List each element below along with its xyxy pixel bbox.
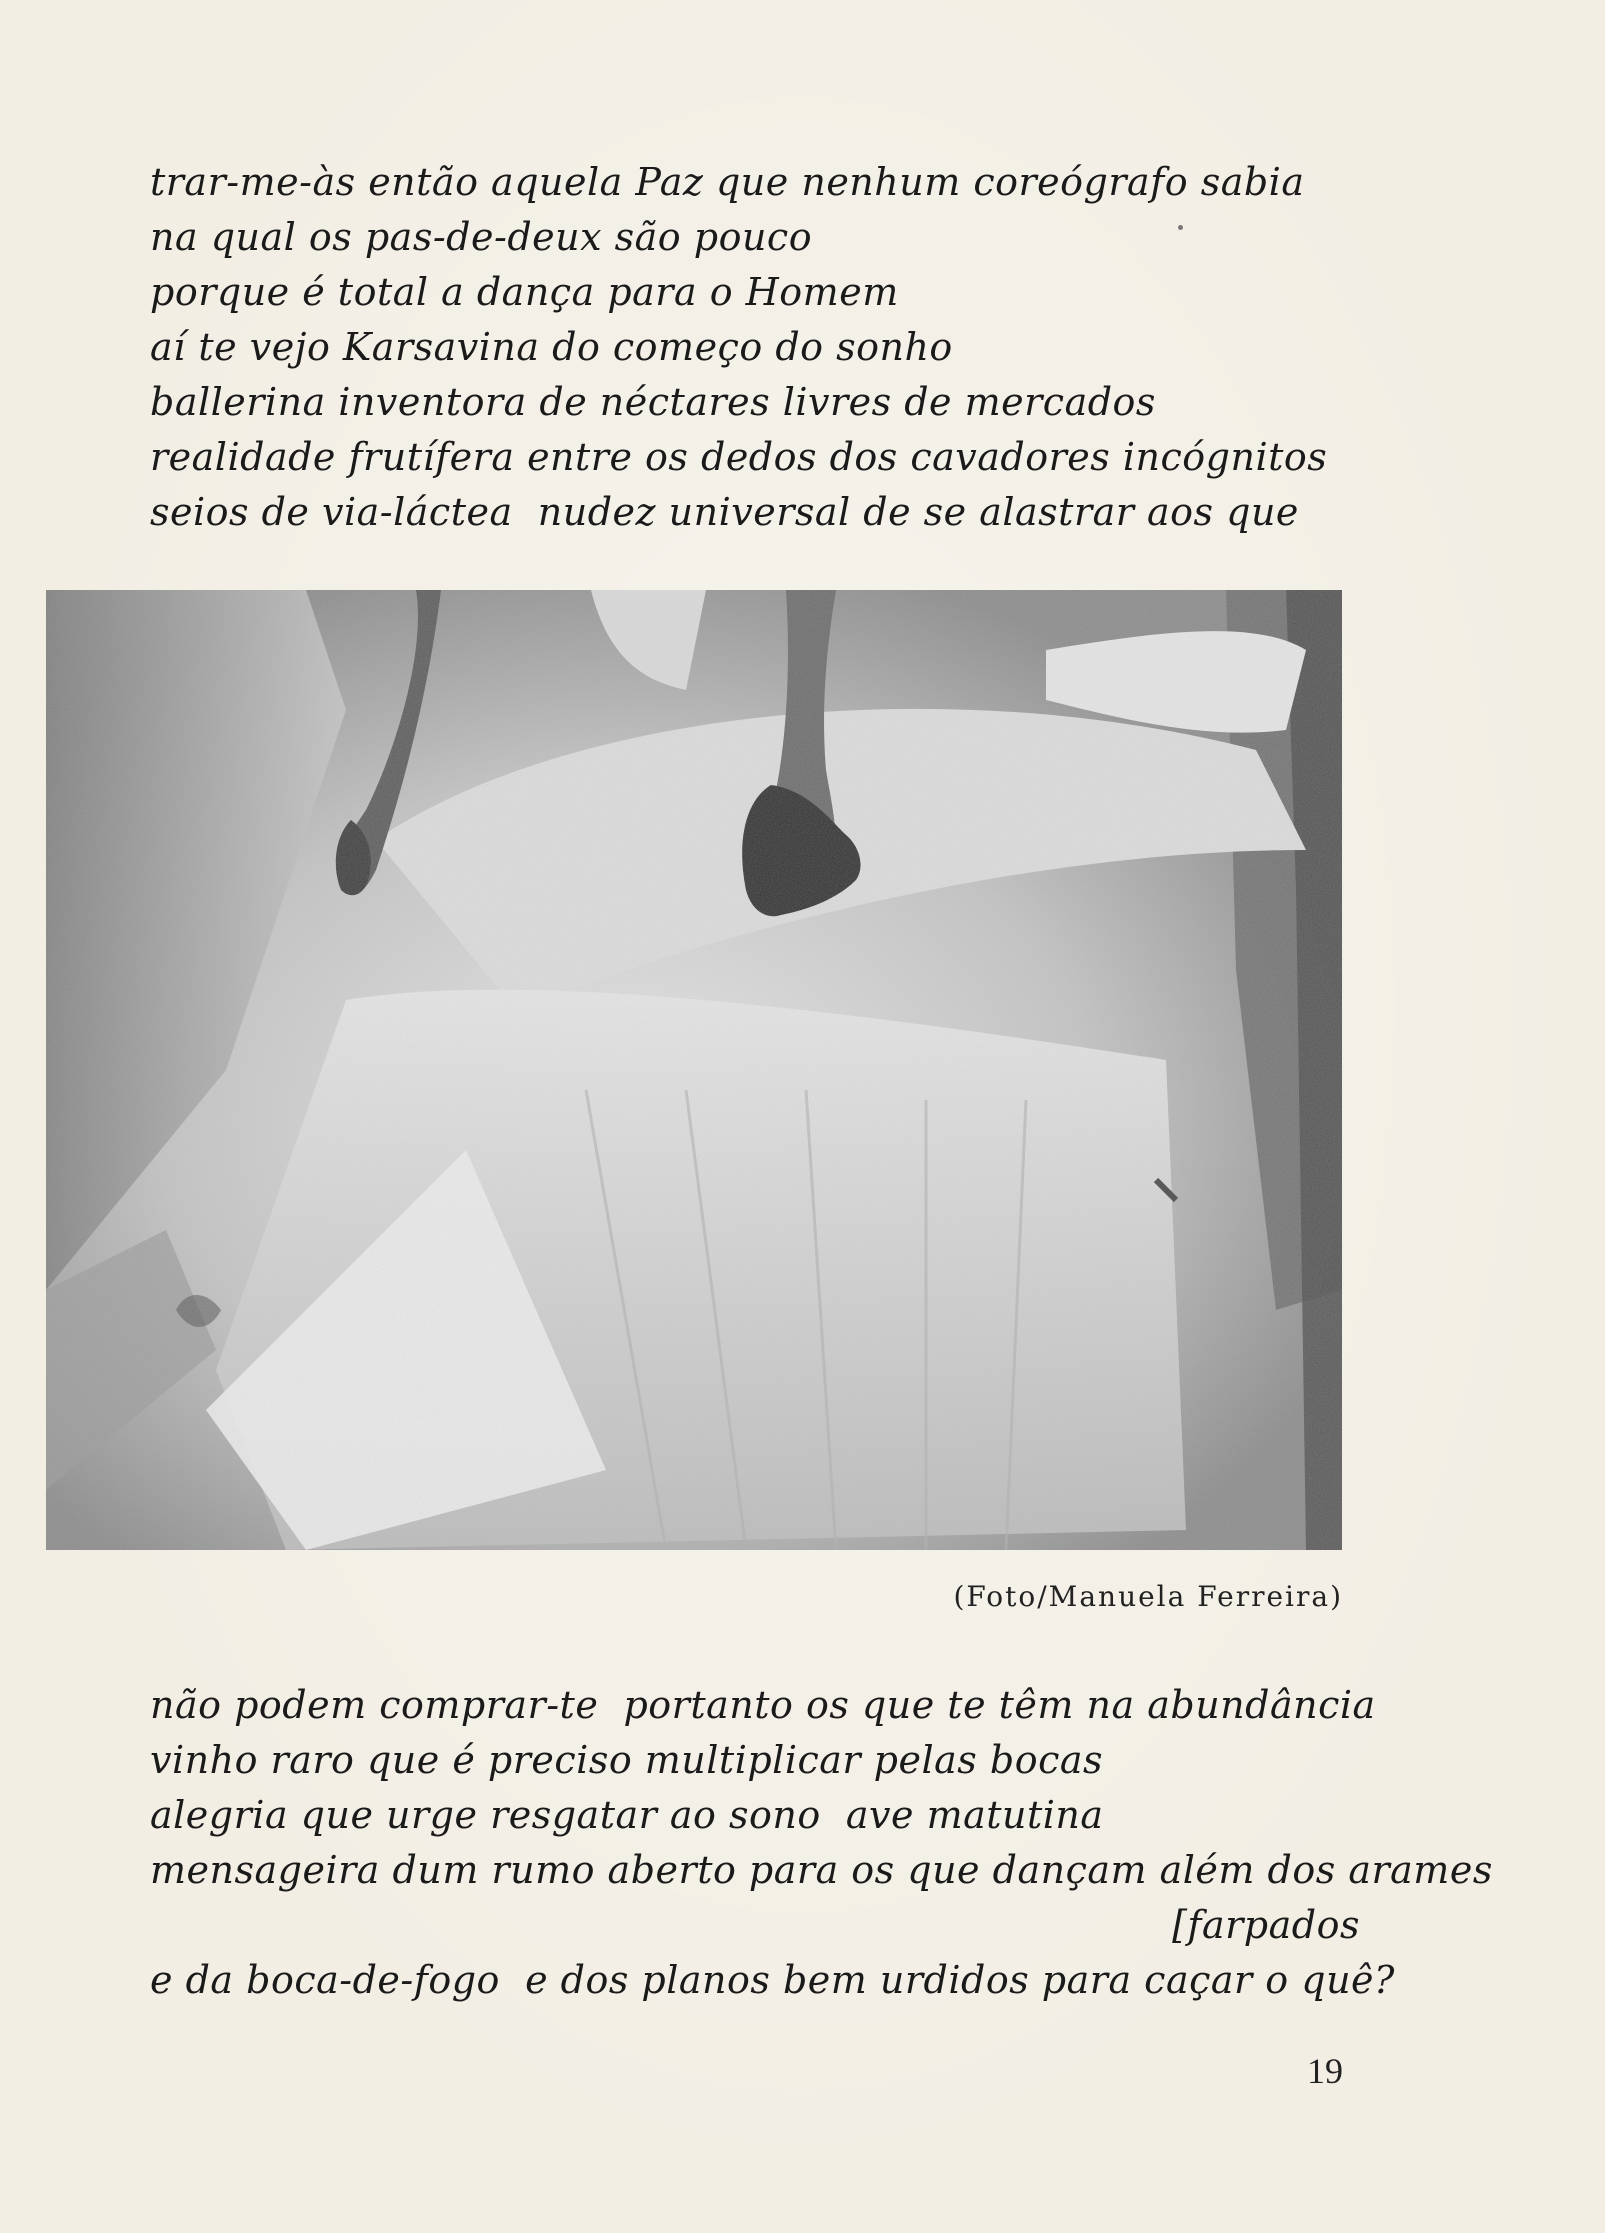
photograph-image bbox=[46, 590, 1342, 1550]
poem-line: trar-me-às então aquela Paz que nenhum coreógrafo sabia bbox=[150, 160, 1305, 204]
poem-line: na qual os pas-de-deux são pouco bbox=[150, 215, 813, 259]
poem-line: aí te vejo Karsavina do começo do sonho bbox=[150, 325, 953, 369]
poem-line: não podem comprar-te portanto os que te têm na abundância bbox=[150, 1683, 1376, 1727]
poem-stanza-top bbox=[150, 155, 1327, 540]
poem-line: ballerina inventora de néctares livres de mercados bbox=[150, 380, 1156, 424]
poem-line: seios de via-láctea nudez universal de se alastrar aos que bbox=[150, 490, 1299, 534]
poem-line: vinho raro que é preciso multiplicar pelas bocas bbox=[150, 1738, 1104, 1782]
dance-photograph bbox=[46, 590, 1342, 1550]
poem-line-continuation: [farpados bbox=[1172, 1903, 1360, 1947]
photo-caption: (Foto/Manuela Ferreira) bbox=[953, 1580, 1343, 1613]
page-number: 19 bbox=[1307, 2051, 1343, 2091]
poem-line: alegria que urge resgatar ao sono ave matutina bbox=[150, 1793, 1104, 1837]
poem-line: e da boca-de-fogo e dos planos bem urdidos para caçar o quê? bbox=[150, 1958, 1395, 2002]
poem-line: porque é total a dança para o Homem bbox=[150, 270, 899, 314]
poem-stanza-bottom bbox=[150, 1678, 1493, 2008]
poem-line: realidade frutífera entre os dedos dos cavadores incógnitos bbox=[150, 435, 1328, 479]
poem-line: mensageira dum rumo aberto para os que dançam além dos arames bbox=[150, 1848, 1493, 1892]
